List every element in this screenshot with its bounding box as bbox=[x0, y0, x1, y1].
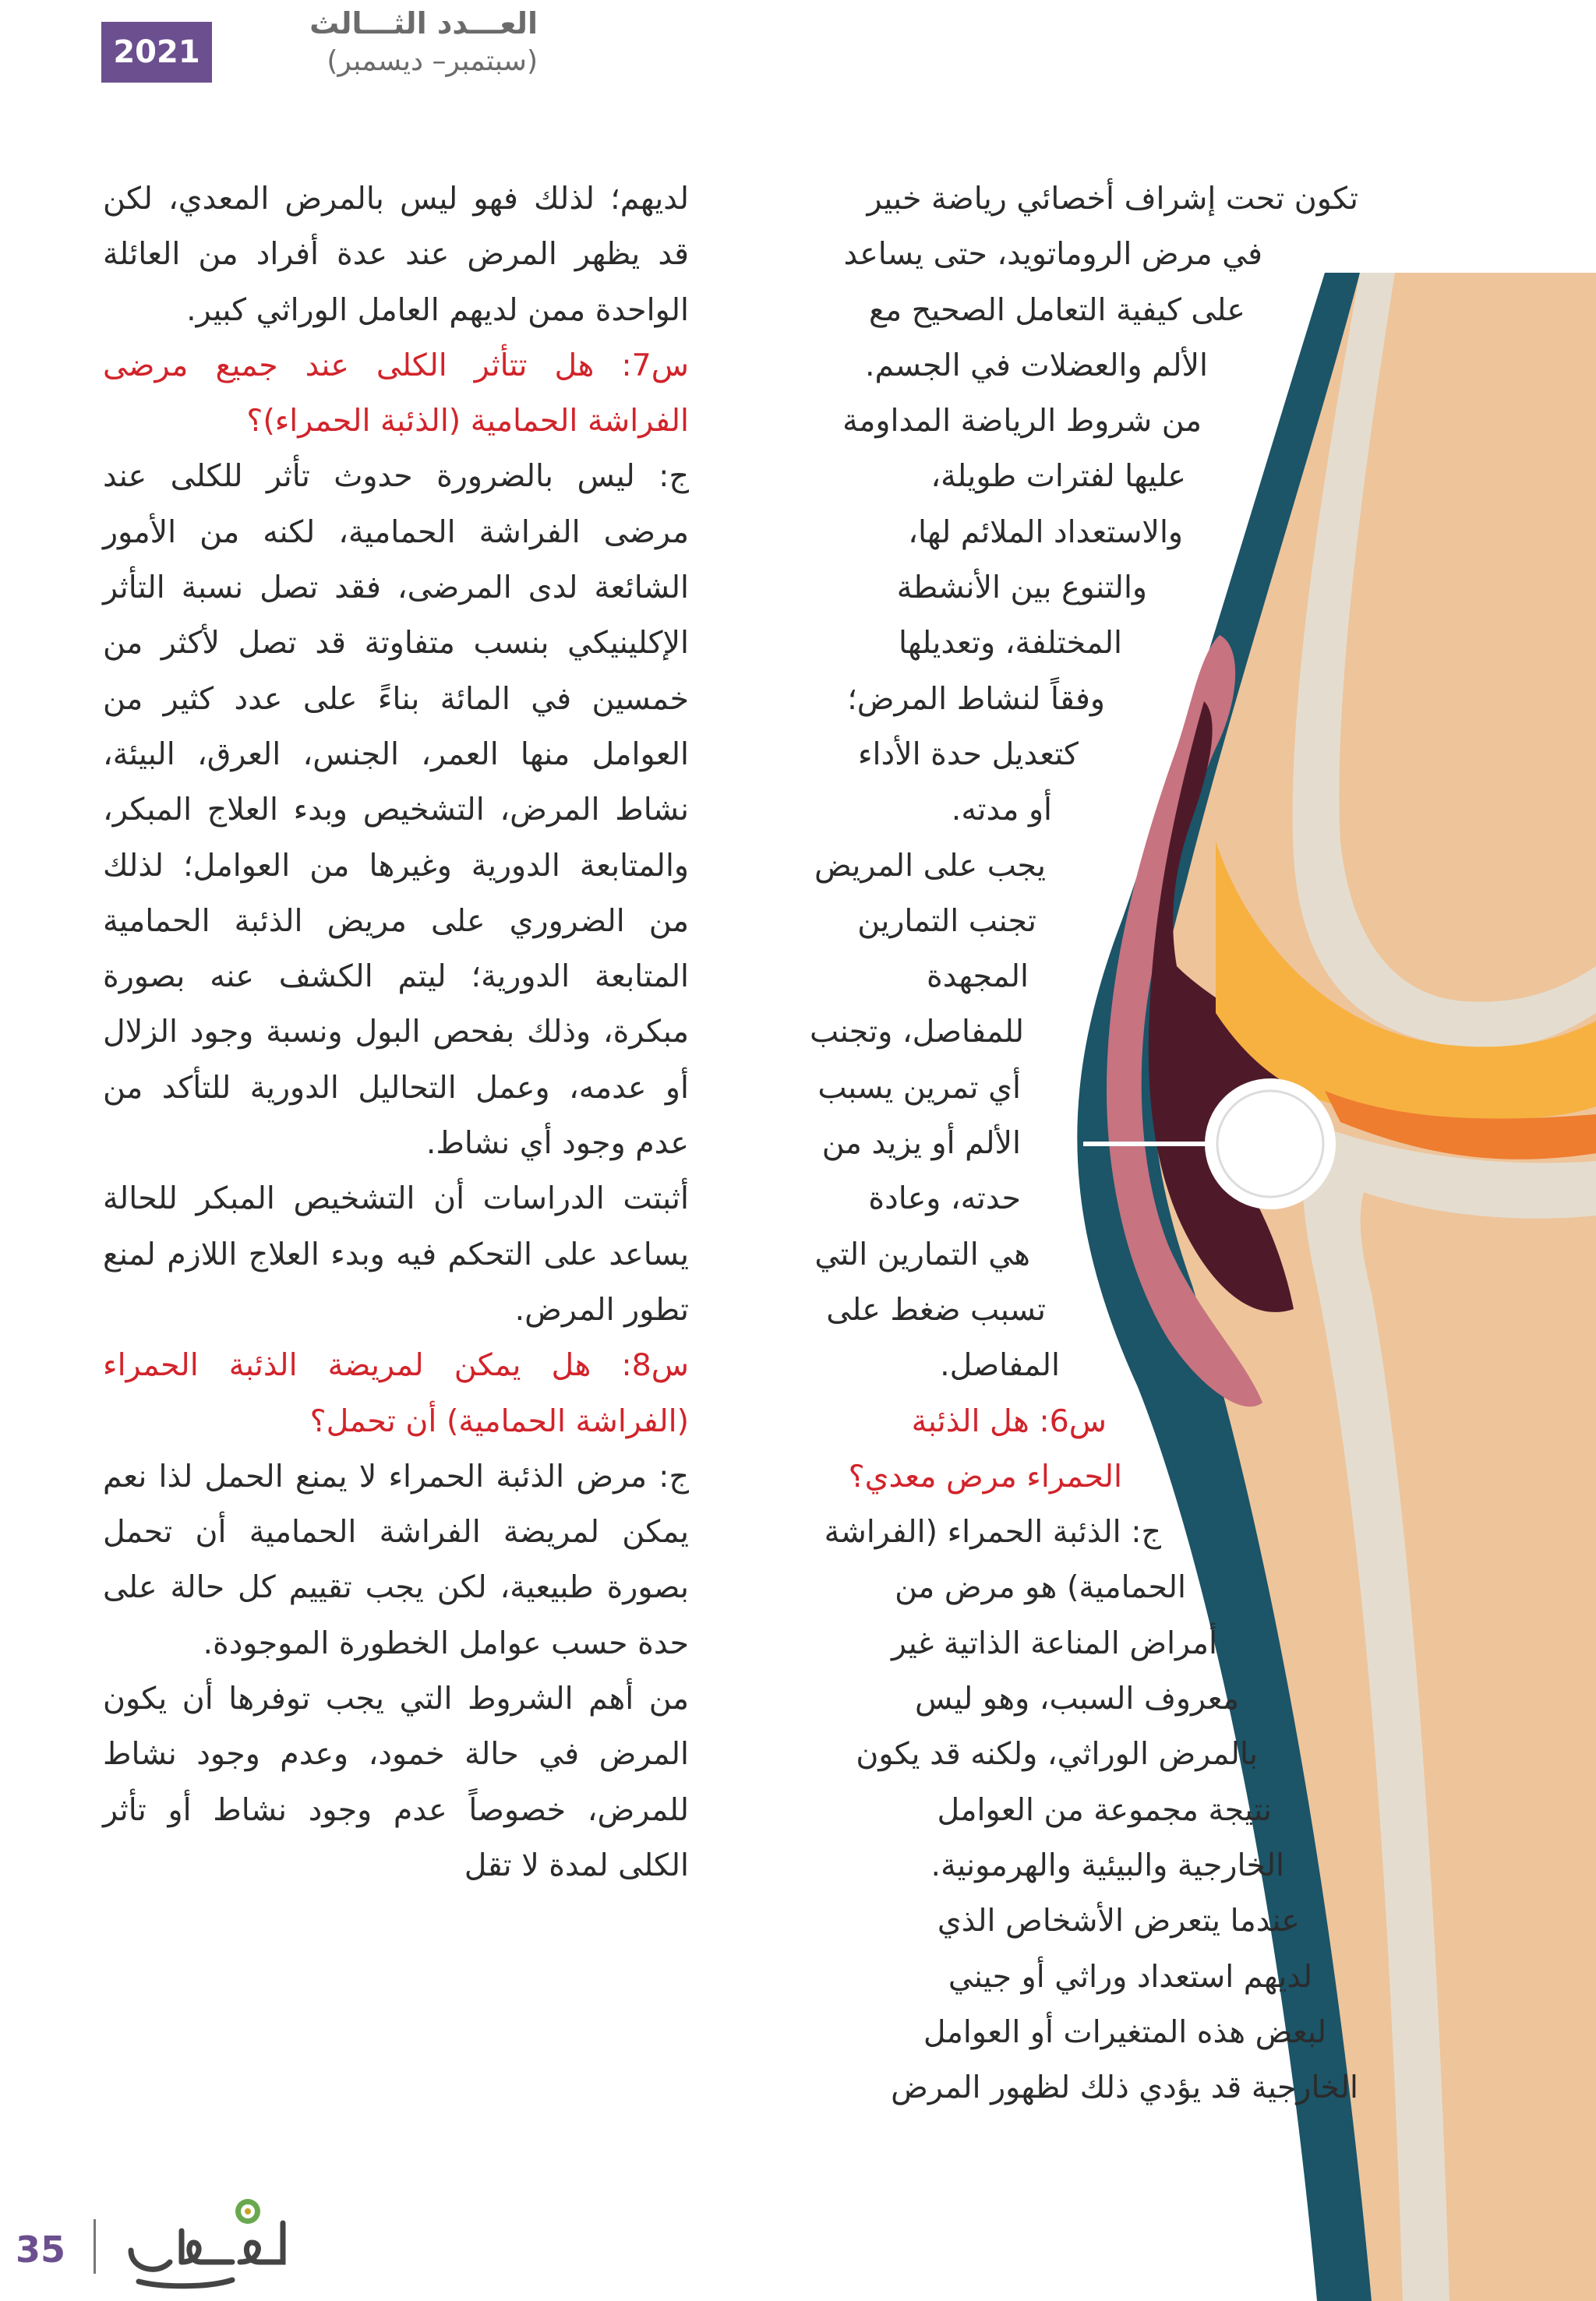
footer-divider bbox=[94, 2219, 96, 2274]
text-line: هي التمارين التي bbox=[814, 1236, 1030, 1272]
issue-title: العـــدد الثـــالث bbox=[309, 6, 538, 41]
text-line: المفاصل. bbox=[940, 1347, 1060, 1384]
magazine-logo bbox=[115, 2188, 295, 2289]
answer-6-line: نتيجة مجموعة من العوامل bbox=[937, 1791, 1272, 1828]
text-line: المختلفة، وتعديلها bbox=[899, 625, 1122, 662]
answer-6-line: معروف السبب، وهو ليس bbox=[914, 1681, 1239, 1717]
right-article-column bbox=[764, 171, 1356, 2116]
text-line: المجهدة bbox=[927, 958, 1029, 995]
year-badge: 2021 bbox=[101, 22, 212, 83]
text-line: في مرض الروماتويد، حتى يساعد bbox=[843, 236, 1262, 273]
text-line: الألم والعضلات في الجسم. bbox=[864, 347, 1208, 383]
issue-months: (سبتمبر– ديسمبر) bbox=[327, 45, 538, 77]
text-line: وفقاً لنشاط المرض؛ bbox=[847, 680, 1105, 717]
question-6-line: الحمراء مرض معدي؟ bbox=[848, 1458, 1122, 1495]
question-8: س8: هل يمكن لمريضة الذئبة الحمراء (الفراشة الحمامية) أن تحمل؟ bbox=[103, 1347, 689, 1439]
left-article-column bbox=[103, 171, 689, 1893]
text-line: على كيفية التعامل الصحيح مع bbox=[868, 291, 1245, 328]
answer-6-line: لديهم استعداد وراثي أو جيني bbox=[948, 1958, 1312, 1995]
answer-6-line: الخارجية قد يؤدي ذلك لظهور المرض bbox=[891, 2070, 1358, 2106]
answer-6-line: أمراض المناعة الذاتية غير bbox=[891, 1625, 1217, 1661]
text-line: الألم أو يزيد من bbox=[821, 1125, 1021, 1162]
answer-8: ج: مرض الذئبة الحمراء لا يمنع الحمل لذا نعم يمكن لمريضة الفراشة الحمامية أن تحمل بصورة طبيعية، لكن يجب تقييم كل حالة على حدة حسب عوامل الخطورة الموجودة. bbox=[103, 1458, 689, 1661]
text-line: والاستعداد الملائم لها، bbox=[908, 513, 1183, 550]
text-line: والتنوع بين الأنشطة bbox=[896, 570, 1147, 606]
answer-6-line: الخارجية والبيئية والهرمونية. bbox=[930, 1847, 1284, 1883]
text-line: أو مدته. bbox=[951, 792, 1052, 828]
text-line: من شروط الرياضة المداومة bbox=[842, 403, 1202, 439]
text-line: عليها لفترات طويلة، bbox=[930, 458, 1186, 495]
answer-6-line: لبعض هذه المتغيرات أو العوامل bbox=[923, 2013, 1326, 2050]
text-line: يجب على المريض bbox=[814, 847, 1046, 884]
text-line: تسبب ضغط على bbox=[826, 1291, 1046, 1328]
question-6-line: س6: هل الذئبة bbox=[911, 1403, 1107, 1439]
paragraph-hereditary: لديهم؛ لذلك فهو ليس بالمرض المعدي، لكن قد يظهر المرض عند عدة أفراد من العائلة الواحدة ممن لديهم العامل الوراثي كبير. bbox=[103, 181, 689, 328]
answer-6-line: عندما يتعرض الأشخاص الذي bbox=[937, 1903, 1300, 1939]
text-line: للمفاصل، وتجنب bbox=[810, 1014, 1024, 1050]
text-line: حدته، وعادة bbox=[868, 1180, 1021, 1217]
answer-7: ج: ليس بالضرورة حدوث تأثر للكلى عند مرضى الفراشة الحمامية، لكنه من الأمور الشائعة لدى المرضى، فقد تصل نسبة التأثر الإكلينيكي بنسب متفاوتة قد تصل لأكثر من خمسين في المائة بناءً على عدد كثير من العوامل منها العمر، الجنس، العرق، البيئة، نشاط المرض، التشخيص وبدء العلاج المبكر، والمتابعة الدورية وغيرها من العوامل؛ لذلك من الضروري على مريض الذئبة الحمامية المتابعة الدورية؛ ليتم الكشف عنه بصورة مبكرة، وذلك بفحص البول ونسبة وجود الزلال أو عدمه، وعمل التحاليل الدورية للتأكد من عدم وجود أي نشاط. bbox=[103, 458, 689, 1162]
text-line: تكون تحت إشراف أخصائي رياضة خبير bbox=[867, 181, 1358, 217]
answer-6-line: ج: الذئبة الحمراء (الفراشة bbox=[824, 1514, 1161, 1551]
text-line: تجنب التمارين bbox=[857, 902, 1036, 939]
text-line: كتعديل حدة الأداء bbox=[857, 736, 1079, 772]
answer-6-line: بالمرض الوراثي، ولكنه قد يكون bbox=[856, 1736, 1258, 1773]
question-7: س7: هل تتأثر الكلى عند جميع مرضى الفراشة الحمامية (الذئبة الحمراء)؟ bbox=[103, 347, 689, 439]
text-line: أي تمرين يسبب bbox=[817, 1069, 1021, 1106]
paragraph-early-diagnosis: أثبتت الدراسات أن التشخيص المبكر للحالة يساعد على التحكم فيه وبدء العلاج اللازم لمنع تطور المرض. bbox=[103, 1180, 689, 1328]
paragraph-pregnancy-conditions: من أهم الشروط التي يجب توفرها أن يكون المرض في حالة خمود، وعدم وجود نشاط للمرض، خصوصاً عدم وجود نشاط أو تأثر الكلى لمدة لا تقل bbox=[103, 1681, 689, 1883]
answer-6-line: الحمامية) هو مرض من bbox=[895, 1569, 1186, 1606]
page-number: 35 bbox=[16, 2229, 66, 2271]
